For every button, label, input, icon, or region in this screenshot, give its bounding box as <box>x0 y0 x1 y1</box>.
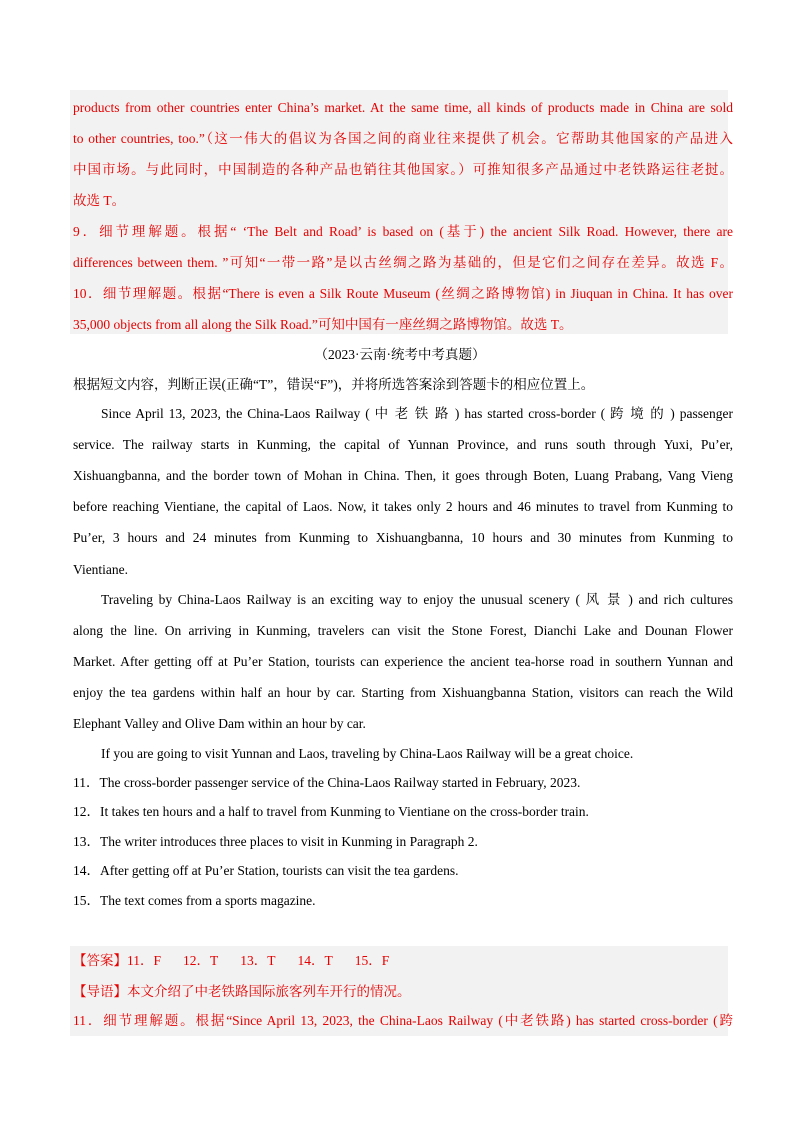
passage-line: Since April 13, 2023, the China-Laos Railway ( 中 老 铁 路 ) has started cross-border ( 跨 境 的 ) passenger <box>101 406 733 421</box>
explanation-line: products from other countries enter China’s market. At the same time, all kinds of products made in China are sold <box>73 100 733 115</box>
answer-label: 【答案】 <box>73 953 127 968</box>
explanation-line: 35,000 objects from all along the Silk Road.”可知中国有一座丝绸之路博物馆。故选 T。 <box>73 317 573 332</box>
guide-text: 本文介绍了中老铁路国际旅客列车开行的情况。 <box>127 984 411 999</box>
explanation-line: 故选 T。 <box>73 193 126 208</box>
explanation-line: differences between them. ”可知“一带一路”是以古丝绸之路为基础的，但是它们之间存在差异。故选 F。 <box>73 255 733 270</box>
guide-line <box>73 982 733 1002</box>
passage-line: Pu’er, 3 hours and 24 minutes from Kunming to Xishuangbanna, 10 hours and 30 minutes from Kunming to <box>73 530 733 545</box>
answer-item: 13．T <box>240 953 276 968</box>
explanation-line: 中国市场。与此同时，中国制造的各种产品也销往其他国家。）可推知很多产品通过中老铁路运往老挝。 <box>73 162 733 177</box>
answer-item: 15．F <box>354 953 390 968</box>
passage-line: Elephant Valley and Olive Dam within an hour by car. <box>73 716 366 731</box>
passage-line: along the line. On arriving in Kunming, travelers can visit the Stone Forest, Dianchi Lake and Dounan Flower <box>73 623 733 638</box>
question-item: 13．The writer introduces three places to visit in Kunming in Paragraph 2. <box>73 834 478 849</box>
explanation-line: 10．细节理解题。根据“There is even a Silk Route Museum (丝绸之路博物馆) in Jiuquan in China. It has over <box>73 286 733 301</box>
question-item: 14．After getting off at Pu’er Station, tourists can visit the tea gardens. <box>73 863 459 878</box>
question-item: 12．It takes ten hours and a half to travel from Kunming to Vientiane on the cross-border train. <box>73 804 589 819</box>
passage-line: service. The railway starts in Kunming, the capital of Yunnan Province, and runs south through Yuxi, Pu’er, <box>73 437 733 452</box>
question-item: 11．The cross-border passenger service of the China-Laos Railway started in February, 2023. <box>73 775 581 790</box>
explanation-line: 11．细节理解题。根据“Since April 13, 2023, the China-Laos Railway (中老铁路) has started cross-border (跨 <box>73 1013 733 1028</box>
exam-source: （2023·云南·统考中考真题） <box>314 347 486 362</box>
answer-item: 12．T <box>183 953 219 968</box>
explanation-line: to other countries, too.”（这一伟大的倡议为各国之间的商业往来提供了机会。它帮助其他国家的产品进入 <box>73 131 733 146</box>
passage-line: enjoy the tea gardens within half an hour by car. Starting from Xishuangbanna Station, visitors can reach the Wild <box>73 685 733 700</box>
answer-item: 14．T <box>297 953 333 968</box>
passage-line: Vientiane. <box>73 562 129 577</box>
answer-item: 11．F <box>127 953 162 968</box>
passage-line: Traveling by China-Laos Railway is an exciting way to enjoy the unusual scenery ( 风 景 ) and rich cultures <box>101 592 733 607</box>
passage-line: before reaching Vientiane, the capital of Laos. Now, it takes only 2 hours and 46 minutes to travel from Kunming to <box>73 499 733 514</box>
question-item: 15．The text comes from a sports magazine. <box>73 893 316 908</box>
passage-line: If you are going to visit Yunnan and Laos, traveling by China-Laos Railway will be a great choice. <box>101 746 634 761</box>
explanation-line: 9．细节理解题。根据“ ‘The Belt and Road’ is based on (基于) the ancient Silk Road. However, there are <box>73 224 733 239</box>
guide-label: 【导语】 <box>73 984 127 999</box>
passage-line: Xishuangbanna, and the border town of Mohan in China. Then, it goes through Boten, Luang Prabang, Vang Vieng <box>73 468 733 483</box>
answer-line <box>73 951 733 971</box>
passage-line: Market. After getting off at Pu’er Station, tourists can experience the ancient tea-horse road in southern Yunnan and <box>73 654 733 669</box>
instruction-text: 根据短文内容，判断正误(正确“T”，错误“F”)，并将所选答案涂到答题卡的相应位置上。 <box>73 377 595 392</box>
